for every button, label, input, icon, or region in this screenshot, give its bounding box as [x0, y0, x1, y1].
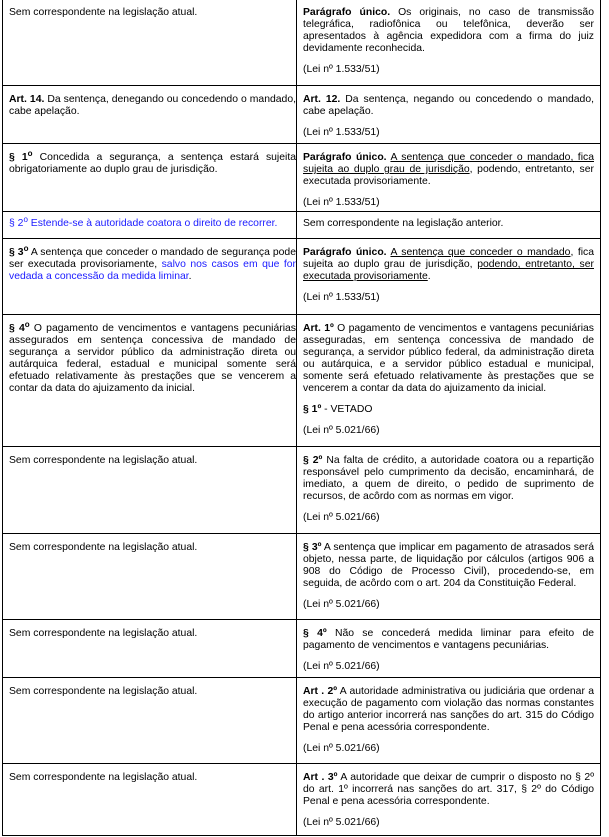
- article-text: [303, 152, 594, 188]
- previous-law-cell: [297, 620, 601, 678]
- previous-law-cell: [297, 534, 601, 620]
- article-heading: § 2º: [303, 455, 323, 466]
- article-heading: Parágrafo único.: [303, 247, 387, 258]
- law-reference: (Lei nº 5.021/66): [303, 425, 380, 436]
- article-text: [303, 772, 594, 808]
- article-text: [303, 7, 594, 55]
- current-law-cell: [3, 315, 297, 447]
- law-reference: (Lei nº 1.533/51): [303, 197, 380, 208]
- article-text: [303, 455, 594, 503]
- comparison-table: [2, 0, 601, 836]
- table-row: [3, 447, 601, 534]
- article-text: [303, 404, 594, 416]
- punctuation: .: [188, 271, 192, 282]
- table-row: [3, 678, 601, 764]
- table-row: [3, 534, 601, 620]
- article-text: [303, 686, 594, 734]
- previous-law-cell: [297, 86, 601, 144]
- law-reference: (Lei nº 1.533/51): [303, 127, 380, 138]
- law-reference: (Lei nº 5.021/66): [303, 599, 380, 610]
- previous-law-cell: [297, 764, 601, 836]
- article-heading: [9, 149, 33, 163]
- cell-text: Sem correspondente na legislação atual.: [9, 455, 198, 466]
- heading-text: § 4: [9, 323, 25, 334]
- article-heading: [9, 320, 30, 334]
- article-heading: Parágrafo único.: [303, 7, 391, 18]
- article-heading: § 1º: [303, 404, 322, 415]
- article-body: Da sentença, negando ou concedendo o mandado, cabe apelação.: [303, 94, 594, 117]
- previous-law-cell: [297, 0, 601, 86]
- previous-law-cell: [297, 447, 601, 534]
- cell-text: Sem correspondente na legislação anterior.: [303, 218, 504, 229]
- table-row: [3, 144, 601, 212]
- article-text: [303, 628, 594, 652]
- article-body: , podendo, entretanto, ser executada provisoriamente.: [303, 164, 594, 187]
- article-body: O pagamento de vencimentos e vantagens pecuniárias asseguradas, em sentença concessiva de mandado de segurança, a servidor público federal, da administração direta ou autárquica, e a servidor público estadual e municipal, somente será efetuado relativamente às prestações que se vencerem a contar da data do ajuizamento da inicial.: [303, 323, 594, 394]
- previous-law-cell: [297, 315, 601, 447]
- article-text: [303, 94, 594, 118]
- current-law-cell: [3, 212, 297, 239]
- current-law-cell: [3, 764, 297, 836]
- article-text: [9, 149, 296, 176]
- article-body: Os originais, no caso de transmissão telegráfica, radiofônica ou telefônica, deverão ser apresentados à agência expedidora com a firma do juiz devidamente reconhecida.: [303, 7, 594, 54]
- article-body: A autoridade administrativa ou judiciária que ordenar a execução de pagamento com violação das normas constantes do artigo anterior incorrerá nas sanções do art. 315 do Código Penal e pena acessória correspondente.: [303, 686, 594, 733]
- article-body: A sentença que implicar em pagamento de atrasados será objeto, nessa parte, de liquidação por cálculos (artigos 906 a 908 do Código de Processo Civil), procedendo-se, em seguida, de acôrdo com o art. 204 da Constituição Federal.: [303, 542, 594, 589]
- article-text: [303, 323, 594, 395]
- article-body: Concedida a segurança, a sentença estará sujeita obrigatoriamente ao duplo grau de jurisdição.: [9, 152, 296, 175]
- current-law-cell: [3, 0, 297, 86]
- ordinal-sup: o: [23, 215, 28, 224]
- ordinal-sup: o: [24, 320, 30, 329]
- heading-text: § 1: [9, 152, 28, 163]
- article-body: O pagamento de vencimentos e vantagens pecuniárias assegurados em sentença concessiva de mandado de segurança a servidor público da administração direta ou autárquica federal, estadual e municipal somente será efetuado relativamente às prestações que se vencerem a contar da data do ajuizamento da inicial.: [9, 323, 296, 394]
- article-heading: Art . 3º: [303, 772, 338, 783]
- ordinal-sup: o: [23, 244, 29, 253]
- article-heading: Art . 2º: [303, 686, 338, 697]
- article-body: Não se concederá medida liminar para efeito de pagamento de vencimentos e vantagens pecuniárias.: [303, 628, 594, 651]
- article-body: Estende-se à autoridade coatora o direito de recorrer.: [27, 218, 278, 229]
- current-law-cell: [3, 534, 297, 620]
- law-reference: (Lei nº 5.021/66): [303, 743, 380, 754]
- cell-text: Sem correspondente na legislação atual.: [9, 686, 198, 697]
- article-text: [9, 320, 296, 395]
- article-body: , fica sujeita ao duplo grau de jurisdição,: [303, 247, 594, 270]
- underlined-text: A sentença que conceder o mandado, fica sujeita ao duplo grau de jurisdição: [303, 152, 594, 175]
- law-reference: (Lei nº 5.021/66): [303, 817, 380, 828]
- law-reference: (Lei nº 1.533/51): [303, 64, 380, 75]
- article-heading: Art. 12.: [303, 94, 341, 105]
- cell-text: Sem correspondente na legislação atual.: [9, 542, 198, 553]
- cell-text: Sem correspondente na legislação atual.: [9, 7, 198, 18]
- previous-law-cell: [297, 212, 601, 239]
- table-row: [3, 0, 601, 86]
- highlighted-text: salvo nos casos em que for vedada a concessão da medida liminar: [9, 259, 297, 282]
- law-reference: (Lei nº 5.021/66): [303, 512, 380, 523]
- article-body: A autoridade que deixar de cumprir o disposto no § 2º do art. 1º incorrerá nas sanções do art. 317, § 2º do Código Penal e pena acessória correspondente.: [303, 772, 594, 807]
- current-law-cell: [3, 678, 297, 764]
- previous-law-cell: [297, 678, 601, 764]
- heading-text: § 3: [9, 247, 24, 258]
- article-body: A sentença que conceder o mandado de segurança pode ser executada provisoriamente,: [9, 247, 296, 270]
- article-heading: [9, 244, 29, 258]
- article-heading: § 2: [9, 218, 24, 229]
- article-text: [9, 244, 297, 283]
- cell-text: Sem correspondente na legislação atual.: [9, 772, 198, 783]
- table-row: [3, 239, 601, 315]
- article-body: Na falta de crédito, a autoridade coatora ou a repartição responsável pelo cumprimento da decisão, encaminhará, de imediato, a quem de direito, o pedido de suprimento de recursos, de acôrdo com as normas em vigor.: [303, 455, 594, 502]
- current-law-cell: [3, 239, 297, 315]
- underlined-text: podendo, entretanto, ser executada provisoriamente: [303, 259, 594, 282]
- law-reference: (Lei nº 1.533/51): [303, 292, 380, 303]
- article-heading: Art. 14.: [9, 94, 45, 105]
- article-heading: § 4º: [303, 628, 327, 639]
- table-row: [3, 315, 601, 447]
- current-law-cell: [3, 144, 297, 212]
- previous-law-cell: [297, 239, 601, 315]
- current-law-cell: [3, 620, 297, 678]
- current-law-cell: [3, 86, 297, 144]
- article-text: [303, 247, 594, 283]
- punctuation: .: [427, 271, 431, 282]
- table-row: [3, 620, 601, 678]
- current-law-cell: [3, 447, 297, 534]
- article-text: [9, 215, 296, 230]
- previous-law-cell: [297, 144, 601, 212]
- table-row: [3, 86, 601, 144]
- table-row: [3, 212, 601, 239]
- law-reference: (Lei nº 5.021/66): [303, 661, 380, 672]
- cell-text: Sem correspondente na legislação atual.: [9, 628, 198, 639]
- article-body: Da sentença, denegando ou concedendo o mandado, cabe apelação.: [9, 94, 296, 117]
- ordinal-sup: o: [27, 149, 33, 158]
- article-heading: Art. 1º: [303, 323, 334, 334]
- article-text: [303, 542, 594, 590]
- article-heading: § 3º: [303, 542, 322, 553]
- article-body: - VETADO: [321, 404, 373, 415]
- underlined-text: A sentença que conceder o mandado: [390, 247, 571, 258]
- article-heading: Parágrafo único.: [303, 152, 387, 163]
- article-text: [9, 94, 296, 118]
- table-row: [3, 764, 601, 836]
